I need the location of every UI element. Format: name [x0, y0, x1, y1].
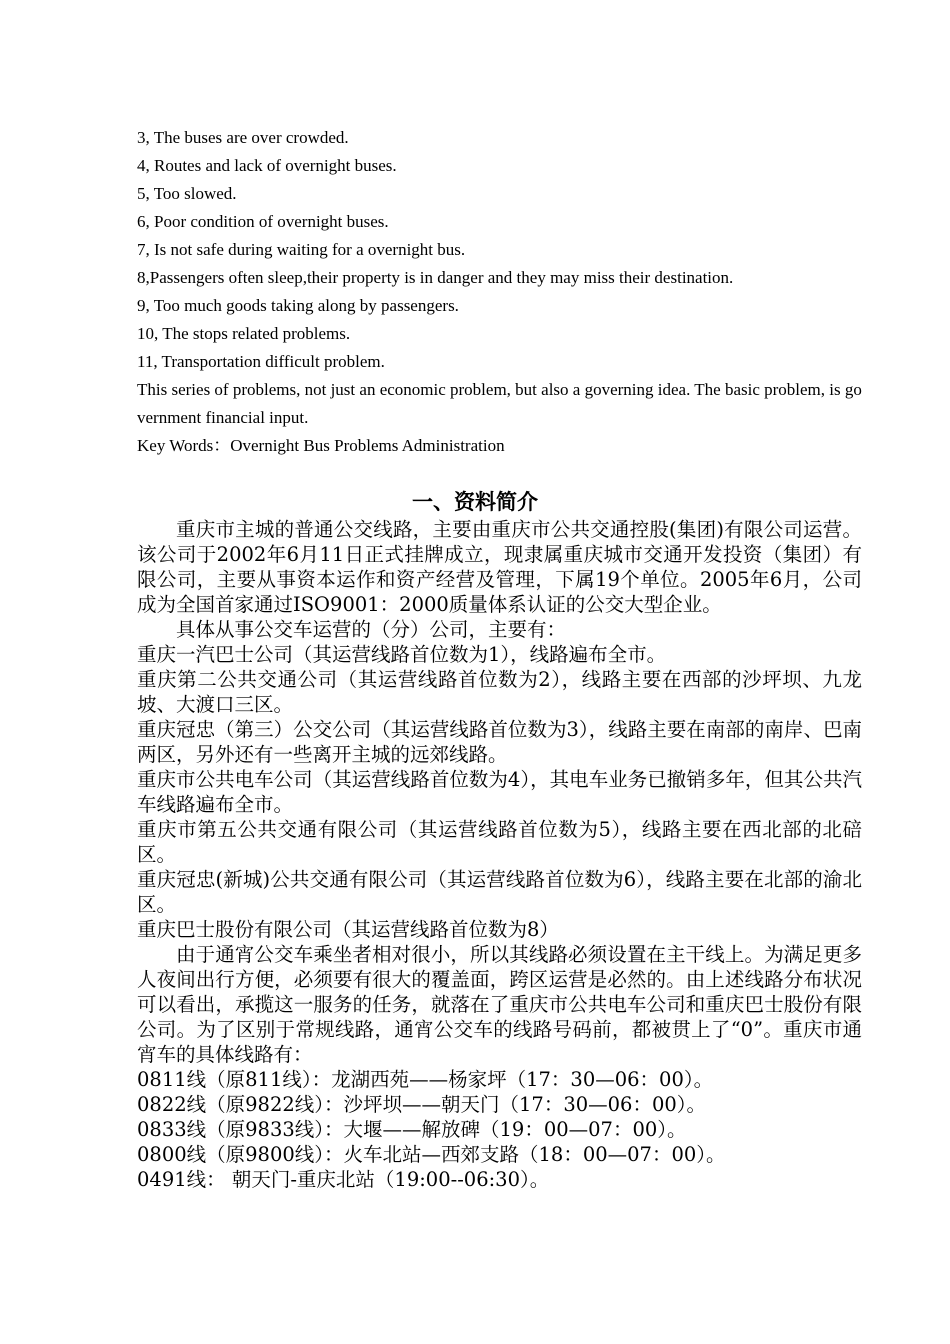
company-item: 重庆冠忠（第三）公交公司（其运营线路首位数为3），线路主要在南部的南岸、巴南两区，另外还有一些离开主城的远郊线路。 [137, 718, 862, 766]
night-bus-paragraph: 由于通宵公交车乘坐者相对很小，所以其线路必须设置在主干线上。为满足更多人夜间出行方便，必须要有很大的覆盖面，跨区运营是必然的。由上述线路分布状况可以看出，承揽这一服务的任务，就落在了重庆市公共电车公司和重庆巴士股份有限公司。为了区别于常规线路，通宵公交车的线路号码前，都被贯上了“0”。重庆市通宵车的具体线路有： [137, 943, 862, 1066]
problem-item: 3, The buses are over crowded. [137, 128, 349, 147]
intro-paragraph: 重庆市主城的普通公交线路，主要由重庆市公共交通控股(集团)有限公司运营。该公司于2002年6月11日正式挂牌成立，现隶属重庆城市交通开发投资（集团）有限公司，主要从事资本运作和资产经营及管理，下属19个单位。2005年6月，公司成为全国首家通过ISO9001：2000质量体系认证的公交大型企业。 [137, 518, 862, 616]
route-item: 0833线（原9833线）：大堰——解放碑（19：00—07：00）。 [137, 1118, 687, 1141]
problem-item: 4, Routes and lack of overnight buses. [137, 156, 397, 175]
problem-item: 5, Too slowed. [137, 184, 237, 203]
keywords: Key Words：Overnight Bus Problems Administration [137, 436, 505, 455]
companies-intro: 具体从事公交车运营的（分）公司，主要有： [176, 618, 567, 641]
problem-item: 8,Passengers often sleep,their property is in danger and they may miss their destination. [137, 268, 734, 287]
company-item: 重庆冠忠(新城)公共交通有限公司（其运营线路首位数为6），线路主要在北部的渝北区。 [137, 868, 862, 916]
company-item: 重庆市公共电车公司（其运营线路首位数为4），其电车业务已撤销多年，但其公共汽车线路遍布全市。 [137, 768, 862, 816]
english-abstract [137, 124, 862, 460]
company-item: 重庆巴士股份有限公司（其运营线路首位数为8） [137, 918, 559, 941]
abstract-summary: This series of problems, not just an economic problem, but also a governing idea. The basic problem, is government financial input. [137, 380, 862, 427]
route-item: 0800线（原9800线）：火车北站—西郊支路（18：00—07：00）。 [137, 1143, 726, 1166]
route-item: 0811线（原811线）：龙湖西苑——杨家坪（17：30—06：00）。 [137, 1068, 714, 1091]
problem-item: 7, Is not safe during waiting for a overnight bus. [137, 240, 466, 259]
problem-item: 9, Too much goods taking along by passengers. [137, 296, 459, 315]
section-heading: 一、资料简介 [412, 490, 538, 514]
problem-item: 6, Poor condition of overnight buses. [137, 212, 389, 231]
route-item: 0491线： 朝天门-重庆北站（19:00--06:30）。 [137, 1168, 550, 1191]
section-body [137, 517, 862, 1192]
company-item: 重庆第二公共交通公司（其运营线路首位数为2），线路主要在西部的沙坪坝、九龙坡、大渡口三区。 [137, 668, 862, 716]
company-item: 重庆市第五公共交通有限公司（其运营线路首位数为5），线路主要在西北部的北碚区。 [137, 818, 862, 866]
problem-item: 11, Transportation difficult problem. [137, 352, 385, 371]
route-item: 0822线（原9822线）：沙坪坝——朝天门（17：30—06：00）。 [137, 1093, 707, 1116]
problem-item: 10, The stops related problems. [137, 324, 351, 343]
company-item: 重庆一汽巴士公司（其运营线路首位数为1），线路遍布全市。 [137, 643, 667, 666]
